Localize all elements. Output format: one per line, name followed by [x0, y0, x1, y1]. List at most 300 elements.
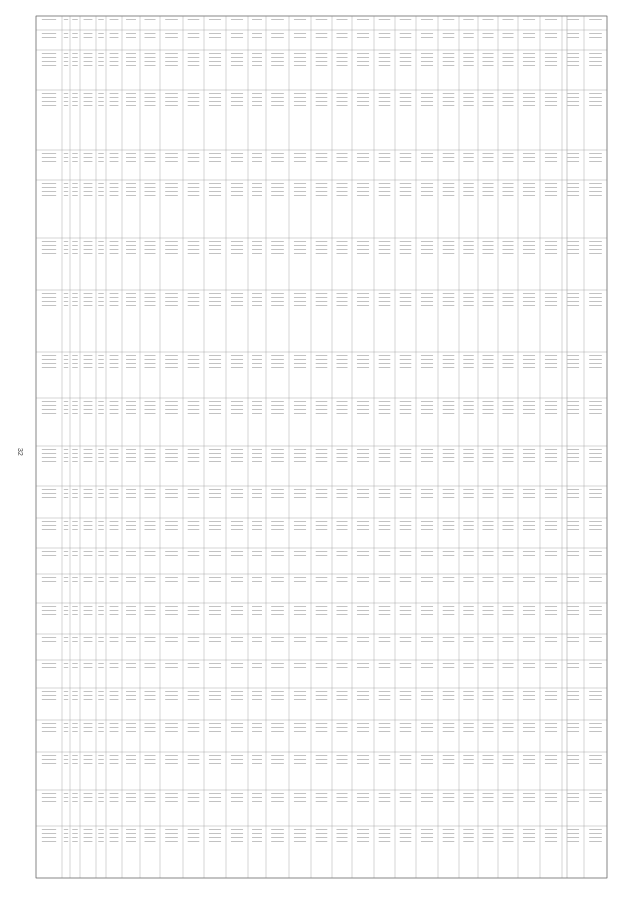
cell-text-mark	[567, 837, 579, 838]
cell-text-mark	[231, 731, 243, 732]
cell-text-mark	[165, 797, 178, 798]
cell-text-mark	[231, 183, 243, 184]
cell-text-mark	[188, 293, 200, 294]
cell-text-mark	[42, 731, 56, 732]
cell-text-mark	[98, 614, 104, 615]
cell-text-mark	[503, 833, 514, 834]
cell-text-mark	[589, 183, 602, 184]
cell-text-mark	[379, 453, 391, 454]
cell-text-mark	[483, 663, 494, 664]
cell-text-mark	[443, 367, 455, 368]
cell-text-mark	[188, 727, 200, 728]
cell-text-mark	[42, 663, 56, 664]
cell-text-mark	[165, 489, 178, 490]
cell-text-mark	[337, 614, 348, 615]
cell-text-mark	[271, 191, 284, 192]
cell-text-mark	[42, 93, 56, 94]
cell-text-mark	[523, 305, 535, 306]
cell-text-mark	[463, 801, 473, 802]
cell-text-mark	[209, 157, 221, 158]
cell-text-mark	[188, 610, 200, 611]
cell-text-mark	[589, 637, 602, 638]
cell-text-mark	[357, 57, 369, 58]
cell-text-mark	[589, 65, 602, 66]
cell-text-mark	[523, 65, 535, 66]
cell-text-mark	[337, 606, 348, 607]
cell-text-mark	[165, 453, 178, 454]
cell-text-mark	[523, 57, 535, 58]
cell-text-mark	[98, 249, 104, 250]
cell-text-mark	[463, 461, 473, 462]
cell-text-mark	[357, 97, 369, 98]
cell-text-mark	[545, 581, 557, 582]
cell-text-mark	[545, 101, 557, 102]
cell-text-mark	[42, 33, 56, 34]
cell-text-mark	[271, 93, 284, 94]
cell-text-mark	[567, 759, 579, 760]
cell-text-mark	[64, 606, 68, 607]
cell-text-mark	[64, 297, 68, 298]
cell-text-mark	[567, 153, 579, 154]
cell-text-mark	[443, 837, 455, 838]
cell-text-mark	[145, 93, 156, 94]
cell-text-mark	[567, 449, 579, 450]
cell-text-mark	[145, 801, 156, 802]
cell-text-mark	[84, 493, 93, 494]
cell-text-mark	[72, 65, 78, 66]
cell-text-mark	[483, 19, 494, 20]
cell-text-mark	[483, 301, 494, 302]
cell-text-mark	[337, 401, 348, 402]
cell-text-mark	[463, 727, 473, 728]
cell-text-mark	[145, 61, 156, 62]
cell-text-mark	[337, 641, 348, 642]
cell-text-mark	[589, 581, 602, 582]
cell-text-mark	[231, 355, 243, 356]
cell-text-mark	[483, 829, 494, 830]
cell-text-mark	[64, 637, 68, 638]
cell-text-mark	[231, 755, 243, 756]
cell-text-mark	[294, 105, 306, 106]
cell-text-mark	[231, 253, 243, 254]
cell-text-mark	[165, 37, 178, 38]
cell-text-mark	[443, 489, 455, 490]
cell-text-mark	[400, 97, 412, 98]
cell-text-mark	[42, 577, 56, 578]
cell-text-mark	[126, 606, 136, 607]
cell-text-mark	[567, 413, 579, 414]
cell-text-mark	[483, 727, 494, 728]
cell-text-mark	[42, 105, 56, 106]
cell-text-mark	[98, 489, 104, 490]
cell-text-mark	[64, 453, 68, 454]
cell-text-mark	[503, 551, 514, 552]
cell-text-mark	[72, 19, 78, 20]
cell-text-mark	[72, 101, 78, 102]
cell-text-mark	[421, 614, 433, 615]
cell-text-mark	[126, 801, 136, 802]
cell-text-mark	[64, 691, 68, 692]
cell-text-mark	[145, 359, 156, 360]
cell-text-mark	[98, 191, 104, 192]
cell-text-mark	[379, 461, 391, 462]
cell-text-mark	[379, 409, 391, 410]
cell-text-mark	[188, 577, 200, 578]
cell-text-mark	[209, 837, 221, 838]
cell-text-mark	[294, 57, 306, 58]
cell-text-mark	[316, 695, 328, 696]
cell-text-mark	[421, 33, 433, 34]
cell-text-mark	[400, 691, 412, 692]
cell-text-mark	[231, 409, 243, 410]
cell-text-mark	[209, 401, 221, 402]
cell-text-mark	[421, 763, 433, 764]
cell-text-mark	[463, 93, 473, 94]
cell-text-mark	[567, 457, 579, 458]
cell-text-mark	[316, 305, 328, 306]
cell-text-mark	[567, 551, 579, 552]
cell-text-mark	[443, 409, 455, 410]
cell-text-mark	[523, 245, 535, 246]
cell-text-mark	[98, 97, 104, 98]
cell-text-mark	[545, 691, 557, 692]
cell-text-mark	[145, 153, 156, 154]
cell-text-mark	[110, 161, 119, 162]
cell-text-mark	[357, 699, 369, 700]
cell-text-mark	[589, 663, 602, 664]
cell-text-mark	[589, 105, 602, 106]
cell-text-mark	[84, 453, 93, 454]
cell-text-mark	[98, 53, 104, 54]
cell-text-mark	[483, 610, 494, 611]
cell-text-mark	[64, 731, 68, 732]
cell-text-mark	[337, 699, 348, 700]
cell-text-mark	[271, 457, 284, 458]
cell-text-mark	[209, 759, 221, 760]
cell-text-mark	[42, 457, 56, 458]
cell-text-mark	[126, 614, 136, 615]
cell-text-mark	[357, 529, 369, 530]
cell-text-mark	[271, 401, 284, 402]
cell-text-mark	[503, 61, 514, 62]
cell-text-mark	[503, 449, 514, 450]
cell-text-mark	[400, 801, 412, 802]
cell-text-mark	[463, 153, 473, 154]
cell-text-mark	[126, 57, 136, 58]
cell-text-mark	[523, 413, 535, 414]
cell-text-mark	[316, 555, 328, 556]
cell-text-mark	[294, 249, 306, 250]
cell-text-mark	[463, 453, 473, 454]
cell-text-mark	[98, 367, 104, 368]
cell-text-mark	[379, 493, 391, 494]
cell-text-mark	[316, 797, 328, 798]
cell-text-mark	[379, 37, 391, 38]
cell-text-mark	[400, 759, 412, 760]
cell-text-mark	[188, 409, 200, 410]
cell-text-mark	[126, 521, 136, 522]
cell-text-mark	[567, 33, 579, 34]
cell-text-mark	[110, 763, 119, 764]
cell-text-mark	[209, 61, 221, 62]
cell-text-mark	[316, 731, 328, 732]
cell-text-mark	[188, 606, 200, 607]
cell-text-mark	[126, 19, 136, 20]
cell-text-mark	[84, 161, 93, 162]
cell-text-mark	[567, 461, 579, 462]
cell-text-mark	[357, 793, 369, 794]
cell-text-mark	[145, 793, 156, 794]
cell-text-mark	[72, 489, 78, 490]
cell-text-mark	[110, 93, 119, 94]
cell-text-mark	[337, 521, 348, 522]
cell-text-mark	[357, 461, 369, 462]
cell-text-mark	[271, 663, 284, 664]
cell-text-mark	[84, 577, 93, 578]
cell-text-mark	[72, 245, 78, 246]
cell-text-mark	[98, 837, 104, 838]
cell-text-mark	[503, 367, 514, 368]
cell-text-mark	[165, 241, 178, 242]
cell-text-mark	[165, 363, 178, 364]
cell-text-mark	[188, 241, 200, 242]
cell-text-mark	[503, 755, 514, 756]
cell-text-mark	[567, 755, 579, 756]
cell-text-mark	[145, 577, 156, 578]
cell-text-mark	[231, 614, 243, 615]
cell-text-mark	[421, 801, 433, 802]
cell-text-mark	[357, 759, 369, 760]
cell-text-mark	[98, 405, 104, 406]
cell-text-mark	[443, 105, 455, 106]
cell-text-mark	[42, 355, 56, 356]
cell-text-mark	[64, 577, 68, 578]
cell-text-mark	[400, 610, 412, 611]
cell-text-mark	[42, 551, 56, 552]
cell-text-mark	[145, 305, 156, 306]
cell-text-mark	[483, 637, 494, 638]
cell-text-mark	[42, 157, 56, 158]
cell-text-mark	[209, 727, 221, 728]
cell-text-mark	[357, 521, 369, 522]
cell-text-mark	[316, 61, 328, 62]
cell-text-mark	[523, 101, 535, 102]
cell-text-mark	[165, 93, 178, 94]
cell-text-mark	[271, 841, 284, 842]
cell-text-mark	[42, 691, 56, 692]
cell-text-mark	[252, 833, 262, 834]
cell-text-mark	[271, 801, 284, 802]
cell-text-mark	[98, 663, 104, 664]
cell-text-mark	[64, 641, 68, 642]
cell-text-mark	[337, 457, 348, 458]
cell-text-mark	[483, 489, 494, 490]
cell-text-mark	[421, 529, 433, 530]
cell-text-mark	[72, 161, 78, 162]
cell-text-mark	[64, 245, 68, 246]
cell-text-mark	[84, 727, 93, 728]
cell-text-mark	[483, 606, 494, 607]
cell-text-mark	[98, 241, 104, 242]
cell-text-mark	[110, 801, 119, 802]
cell-text-mark	[165, 555, 178, 556]
cell-text-mark	[545, 293, 557, 294]
cell-text-mark	[84, 637, 93, 638]
cell-text-mark	[503, 409, 514, 410]
cell-text-mark	[126, 405, 136, 406]
cell-text-mark	[463, 367, 473, 368]
cell-text-mark	[483, 841, 494, 842]
cell-text-mark	[357, 551, 369, 552]
cell-text-mark	[357, 153, 369, 154]
cell-text-mark	[443, 241, 455, 242]
cell-text-mark	[252, 793, 262, 794]
cell-text-mark	[379, 695, 391, 696]
cell-text-mark	[503, 497, 514, 498]
cell-text-mark	[483, 551, 494, 552]
cell-text-mark	[337, 731, 348, 732]
cell-text-mark	[545, 413, 557, 414]
cell-text-mark	[271, 461, 284, 462]
cell-text-mark	[523, 529, 535, 530]
cell-text-mark	[188, 53, 200, 54]
cell-text-mark	[64, 105, 68, 106]
cell-text-mark	[589, 755, 602, 756]
cell-text-mark	[316, 606, 328, 607]
cell-text-mark	[545, 363, 557, 364]
cell-text-mark	[64, 667, 68, 668]
cell-text-mark	[400, 489, 412, 490]
cell-text-mark	[294, 525, 306, 526]
cell-text-mark	[84, 667, 93, 668]
cell-text-mark	[294, 401, 306, 402]
cell-text-mark	[316, 577, 328, 578]
cell-text-mark	[337, 57, 348, 58]
cell-text-mark	[421, 829, 433, 830]
cell-text-mark	[72, 191, 78, 192]
cell-text-mark	[463, 413, 473, 414]
cell-text-mark	[567, 731, 579, 732]
cell-text-mark	[589, 493, 602, 494]
cell-text-mark	[463, 19, 473, 20]
cell-text-mark	[231, 801, 243, 802]
cell-text-mark	[271, 413, 284, 414]
cell-text-mark	[64, 551, 68, 552]
cell-text-mark	[165, 187, 178, 188]
cell-text-mark	[165, 245, 178, 246]
cell-text-mark	[545, 401, 557, 402]
cell-text-mark	[316, 57, 328, 58]
cell-text-mark	[188, 363, 200, 364]
cell-text-mark	[294, 727, 306, 728]
cell-text-mark	[72, 637, 78, 638]
cell-text-mark	[567, 293, 579, 294]
cell-text-mark	[589, 401, 602, 402]
cell-text-mark	[165, 153, 178, 154]
cell-text-mark	[337, 667, 348, 668]
cell-text-mark	[589, 610, 602, 611]
cell-text-mark	[567, 363, 579, 364]
cell-text-mark	[337, 53, 348, 54]
cell-text-mark	[463, 297, 473, 298]
cell-text-mark	[589, 249, 602, 250]
cell-text-mark	[421, 61, 433, 62]
cell-text-mark	[110, 797, 119, 798]
cell-text-mark	[337, 355, 348, 356]
cell-text-mark	[188, 355, 200, 356]
cell-text-mark	[64, 161, 68, 162]
cell-text-mark	[64, 663, 68, 664]
cell-text-mark	[110, 614, 119, 615]
cell-text-mark	[231, 301, 243, 302]
cell-text-mark	[252, 731, 262, 732]
cell-text-mark	[357, 105, 369, 106]
cell-text-mark	[252, 363, 262, 364]
cell-text-mark	[463, 195, 473, 196]
cell-text-mark	[483, 453, 494, 454]
cell-text-mark	[209, 614, 221, 615]
cell-text-mark	[231, 691, 243, 692]
cell-text-mark	[463, 610, 473, 611]
cell-text-mark	[400, 641, 412, 642]
cell-text-mark	[84, 581, 93, 582]
cell-text-mark	[316, 637, 328, 638]
cell-text-mark	[443, 555, 455, 556]
cell-text-mark	[64, 37, 68, 38]
cell-text-mark	[463, 614, 473, 615]
cell-text-mark	[337, 489, 348, 490]
cell-text-mark	[145, 829, 156, 830]
cell-text-mark	[421, 93, 433, 94]
cell-text-mark	[252, 401, 262, 402]
cell-text-mark	[72, 841, 78, 842]
cell-text-mark	[463, 829, 473, 830]
cell-text-mark	[483, 253, 494, 254]
cell-text-mark	[337, 245, 348, 246]
cell-text-mark	[145, 610, 156, 611]
cell-text-mark	[209, 521, 221, 522]
cell-text-mark	[523, 405, 535, 406]
cell-text-mark	[42, 253, 56, 254]
cell-text-mark	[42, 521, 56, 522]
cell-text-mark	[316, 614, 328, 615]
cell-text-mark	[252, 405, 262, 406]
cell-text-mark	[209, 723, 221, 724]
cell-text-mark	[252, 699, 262, 700]
cell-text-mark	[503, 493, 514, 494]
cell-text-mark	[421, 187, 433, 188]
cell-text-mark	[545, 97, 557, 98]
cell-text-mark	[463, 797, 473, 798]
cell-text-mark	[523, 829, 535, 830]
cell-text-mark	[252, 577, 262, 578]
cell-text-mark	[294, 253, 306, 254]
cell-text-mark	[337, 691, 348, 692]
cell-text-mark	[357, 305, 369, 306]
cell-text-mark	[421, 793, 433, 794]
cell-text-mark	[379, 614, 391, 615]
cell-text-mark	[523, 195, 535, 196]
cell-text-mark	[110, 19, 119, 20]
cell-text-mark	[98, 529, 104, 530]
cell-text-mark	[98, 493, 104, 494]
cell-text-mark	[271, 731, 284, 732]
cell-text-mark	[316, 195, 328, 196]
cell-text-mark	[357, 763, 369, 764]
cell-text-mark	[98, 641, 104, 642]
cell-text-mark	[357, 829, 369, 830]
cell-text-mark	[126, 461, 136, 462]
